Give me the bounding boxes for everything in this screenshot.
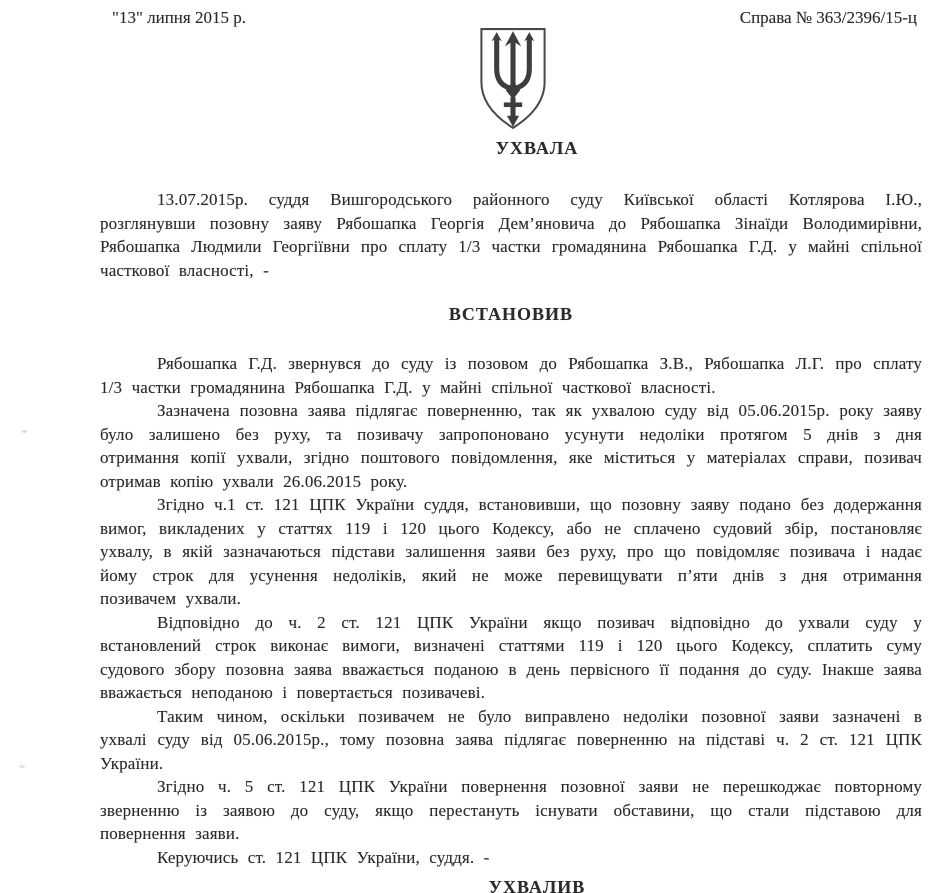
body-paragraph: Відповідно до ч. 2 ст. 121 ЦПК України якщо позивач відповідно до ухвали суду у встановлений строк виконає вимоги, визначені статтями 119 і 120 цього Кодексу, сплатить суму судового збору позовна заява вважається поданою в день первісного її подання до суду. Інакше заява вважається неподаною і повертається позивачеві.: [100, 612, 922, 702]
scan-speck: [22, 430, 27, 433]
body-paragraph: Зазначена позовна заява підлягає поверненню, так як ухвалою суду від 05.06.2015р. року заяву було залишено без руху, та позивачу запропоновано усунути недоліки протягом 5 днів з дня отримання копії ухвали, згідно поштового повідомлення, яке міститься у матеріалах справи, позивач отримав копію ухвали 26.06.2015 року.: [100, 401, 922, 491]
ukraine-trident-icon: [476, 26, 550, 132]
body-paragraph: Таким чином, оскільки позивачем не було виправлено недоліки позовної заяви зазначені в ухвалі суду від 05.06.2015р., тому позовна заява підлягає поверненню на підставі ч. 2 ст. 121 ЦПК України.: [100, 706, 922, 773]
document-body: [100, 136, 922, 893]
body-paragraph: Рябошапка Г.Д. звернувся до суду із позовом до Рябошапка З.В., Рябошапка Л.Г. про сплату 1/3 частки громадянина Рябошапка Г.Д. у майні спільної часткової власності.: [100, 354, 922, 397]
section-title-vstanovyv: ВСТАНОВИВ: [448, 304, 574, 324]
closing-paragraph: Керуючись ст. 121 ЦПК України, суддя. -: [157, 847, 490, 867]
intro-paragraph: 13.07.2015р. суддя Вишгородського районного суду Київської області Котлярова І.Ю., розглянувши позовну заяву Рябошапка Георгія Дем’яновича до Рябошапка Зінаїди Володимирівни, Рябошапка Людмили Георгіївни про сплату 1/3 частки громадянина Рябошапка Г.Д. у майні спільної часткової власності, -: [100, 190, 922, 280]
scan-speck: [19, 765, 25, 768]
document-title: УХВАЛА: [495, 138, 579, 158]
case-number: Справа № 363/2396/15-ц: [739, 8, 917, 27]
document-date: "13" липня 2015 р.: [112, 8, 246, 27]
body-paragraph: Згідно ч.1 ст. 121 ЦПК України суддя, встановивши, що позовну заяву подано без додержання вимог, викладених у статтях 119 і 120 цього Кодексу, або не сплачено судовий збір, постановляє ухвалу, в якій зазначаються підстави залишення заяви без руху, про що повідомляє позивача і надає йому строк для усунення недоліків, який не може перевищувати п’яти днів з дня отримання позивачем ухвали.: [100, 495, 922, 608]
body-paragraph: Згідно ч. 5 ст. 121 ЦПК України повернення позовної заяви не перешкоджає повторному зверненню із заявою до суду, якщо перестануть існувати обставини, що стали підставою для повернення заяви.: [100, 777, 922, 843]
section-title-uhvalyv: УХВАЛИВ: [488, 877, 586, 893]
